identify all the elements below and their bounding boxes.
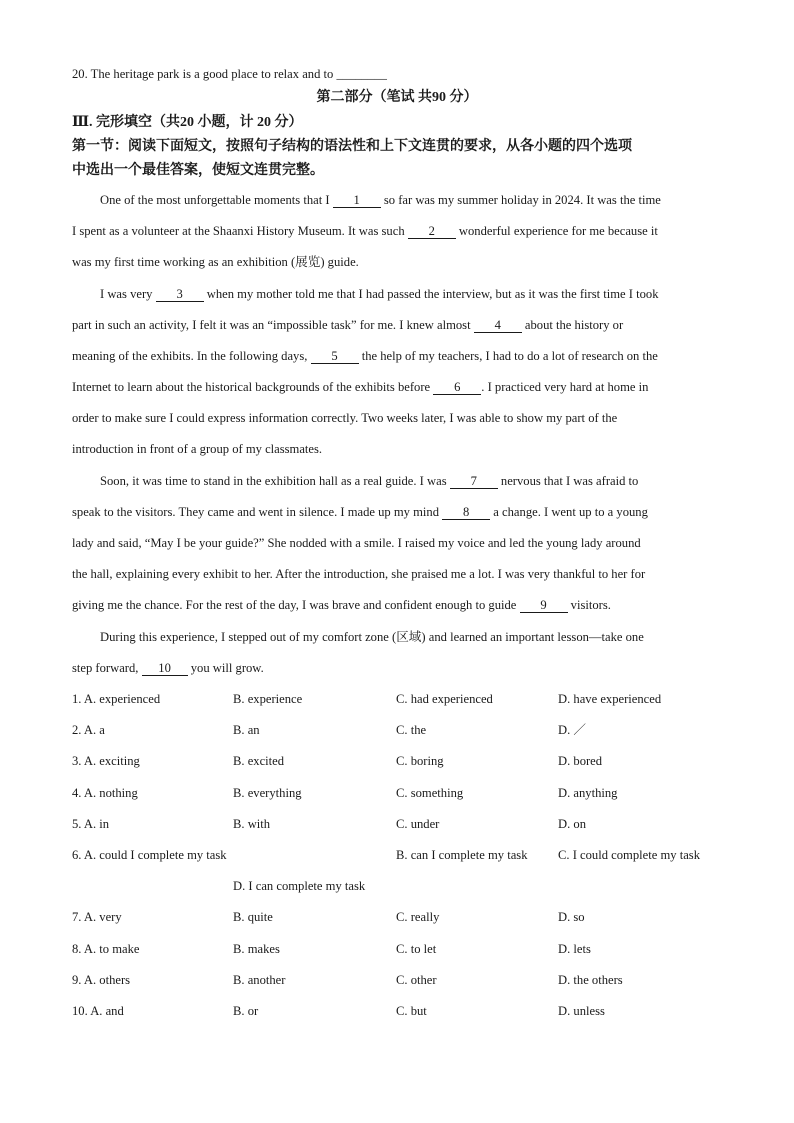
option-text: D. ／ — [558, 723, 586, 737]
option-text: B. excited — [233, 754, 285, 768]
option-text: B. quite — [233, 910, 273, 924]
passage-line: speak to the visitors. They came and went in silence. I made up my mind 8 a change. I went up to a young — [72, 505, 648, 519]
instruction-line-1: 第一节：阅读下面短文，按照句子结构的语法性和上下文连贯的要求，从各小题的四个选项 — [72, 139, 632, 154]
option-text: B. everything — [233, 786, 302, 800]
option-text: 6. A. could I complete my task — [72, 848, 227, 862]
option-text: B. can I complete my task — [396, 848, 528, 862]
option-text: C. other — [396, 973, 437, 987]
passage-line: One of the most unforgettable moments that I 1 so far was my summer holiday in 2024. It was the time — [100, 193, 661, 207]
blank-1: 1 — [333, 194, 381, 208]
passage-line: was my first time working as an exhibition (展览) guide. — [72, 255, 359, 269]
passage-line: step forward, 10 you will grow. — [72, 661, 264, 675]
option-text: B. with — [233, 817, 271, 831]
option-text: C. under — [396, 817, 440, 831]
option-text: B. makes — [233, 942, 280, 956]
option-text: D. I can complete my task — [233, 879, 366, 893]
blank-4: 4 — [474, 319, 522, 333]
option-text: 9. A. others — [72, 973, 131, 987]
option-text: C. to let — [396, 942, 437, 956]
option-text: C. but — [396, 1004, 427, 1018]
passage-line: During this experience, I stepped out of my comfort zone (区域) and learned an important lesson—take one — [100, 630, 644, 644]
option-text: B. or — [233, 1004, 259, 1018]
section-title: Ⅲ. 完形填空（共20 小题，计 20 分） — [72, 115, 303, 130]
instruction-line-2: 中选出一个最佳答案，使短文连贯完整。 — [72, 163, 324, 178]
option-text: D. so — [558, 910, 585, 924]
passage-line: part in such an activity, I felt it was an “impossible task” for me. I knew almost 4 about the history or — [72, 318, 624, 332]
blank-5: 5 — [311, 350, 359, 364]
option-text: D. the others — [558, 973, 623, 987]
option-text: 8. A. to make — [72, 942, 140, 956]
passage-line: meaning of the exhibits. In the following days, 5 the help of my teachers, I had to do a lot of research on the — [72, 349, 658, 363]
option-text: 10. A. and — [72, 1004, 124, 1018]
option-text: D. on — [558, 817, 586, 831]
option-text: B. experience — [233, 692, 303, 706]
option-text: D. anything — [558, 786, 618, 800]
blank-9: 9 — [520, 599, 568, 613]
option-text: C. the — [396, 723, 427, 737]
option-text: C. had experienced — [396, 692, 493, 706]
passage-line: introduction in front of a group of my classmates. — [72, 442, 323, 456]
passage-line: Internet to learn about the historical backgrounds of the exhibits before 6 . I practiced very hard at home in — [72, 380, 649, 394]
option-text: B. another — [233, 973, 286, 987]
blank-6: 6 — [433, 381, 481, 395]
option-text: D. unless — [558, 1004, 605, 1018]
option-text: C. something — [396, 786, 464, 800]
option-text: D. have experienced — [558, 692, 662, 706]
option-text: 2. A. a — [72, 723, 105, 737]
question-20: 20. The heritage park is a good place to relax and to ________ — [72, 67, 387, 81]
option-text: C. boring — [396, 754, 444, 768]
passage-line: I was very 3 when my mother told me that I had passed the interview, but as it was the first time I took — [100, 287, 659, 301]
option-text: 3. A. exciting — [72, 754, 140, 768]
passage-line: I spent as a volunteer at the Shaanxi History Museum. It was such 2 wonderful experience for me because it — [72, 224, 658, 238]
blank-2: 2 — [408, 225, 456, 239]
option-text: C. I could complete my task — [558, 848, 700, 862]
option-text: C. really — [396, 910, 440, 924]
option-text: D. bored — [558, 754, 603, 768]
part-title: 第二部分（笔试 共90 分） — [316, 90, 478, 105]
option-text: 1. A. experienced — [72, 692, 161, 706]
passage-line: lady and said, “May I be your guide?” She nodded with a smile. I raised my voice and led the young lady around — [72, 536, 641, 550]
option-text: 4. A. nothing — [72, 786, 138, 800]
passage-line: order to make sure I could express information correctly. Two weeks later, I was able to show my part of the — [72, 411, 618, 425]
option-text: D. lets — [558, 942, 591, 956]
option-text: 7. A. very — [72, 910, 122, 924]
passage-line: giving me the chance. For the rest of the day, I was brave and confident enough to guide 9 visitors. — [72, 598, 611, 612]
option-text: 5. A. in — [72, 817, 110, 831]
blank-10: 10 — [142, 662, 188, 676]
blank-3: 3 — [156, 288, 204, 302]
passage-line: Soon, it was time to stand in the exhibition hall as a real guide. I was 7 nervous that I was afraid to — [100, 474, 639, 488]
blank-8: 8 — [442, 506, 490, 520]
passage-line: the hall, explaining every exhibit to her. After the introduction, she praised me a lot. I was very thankful to her for — [72, 567, 646, 581]
option-text: B. an — [233, 723, 260, 737]
blank-7: 7 — [450, 475, 498, 489]
